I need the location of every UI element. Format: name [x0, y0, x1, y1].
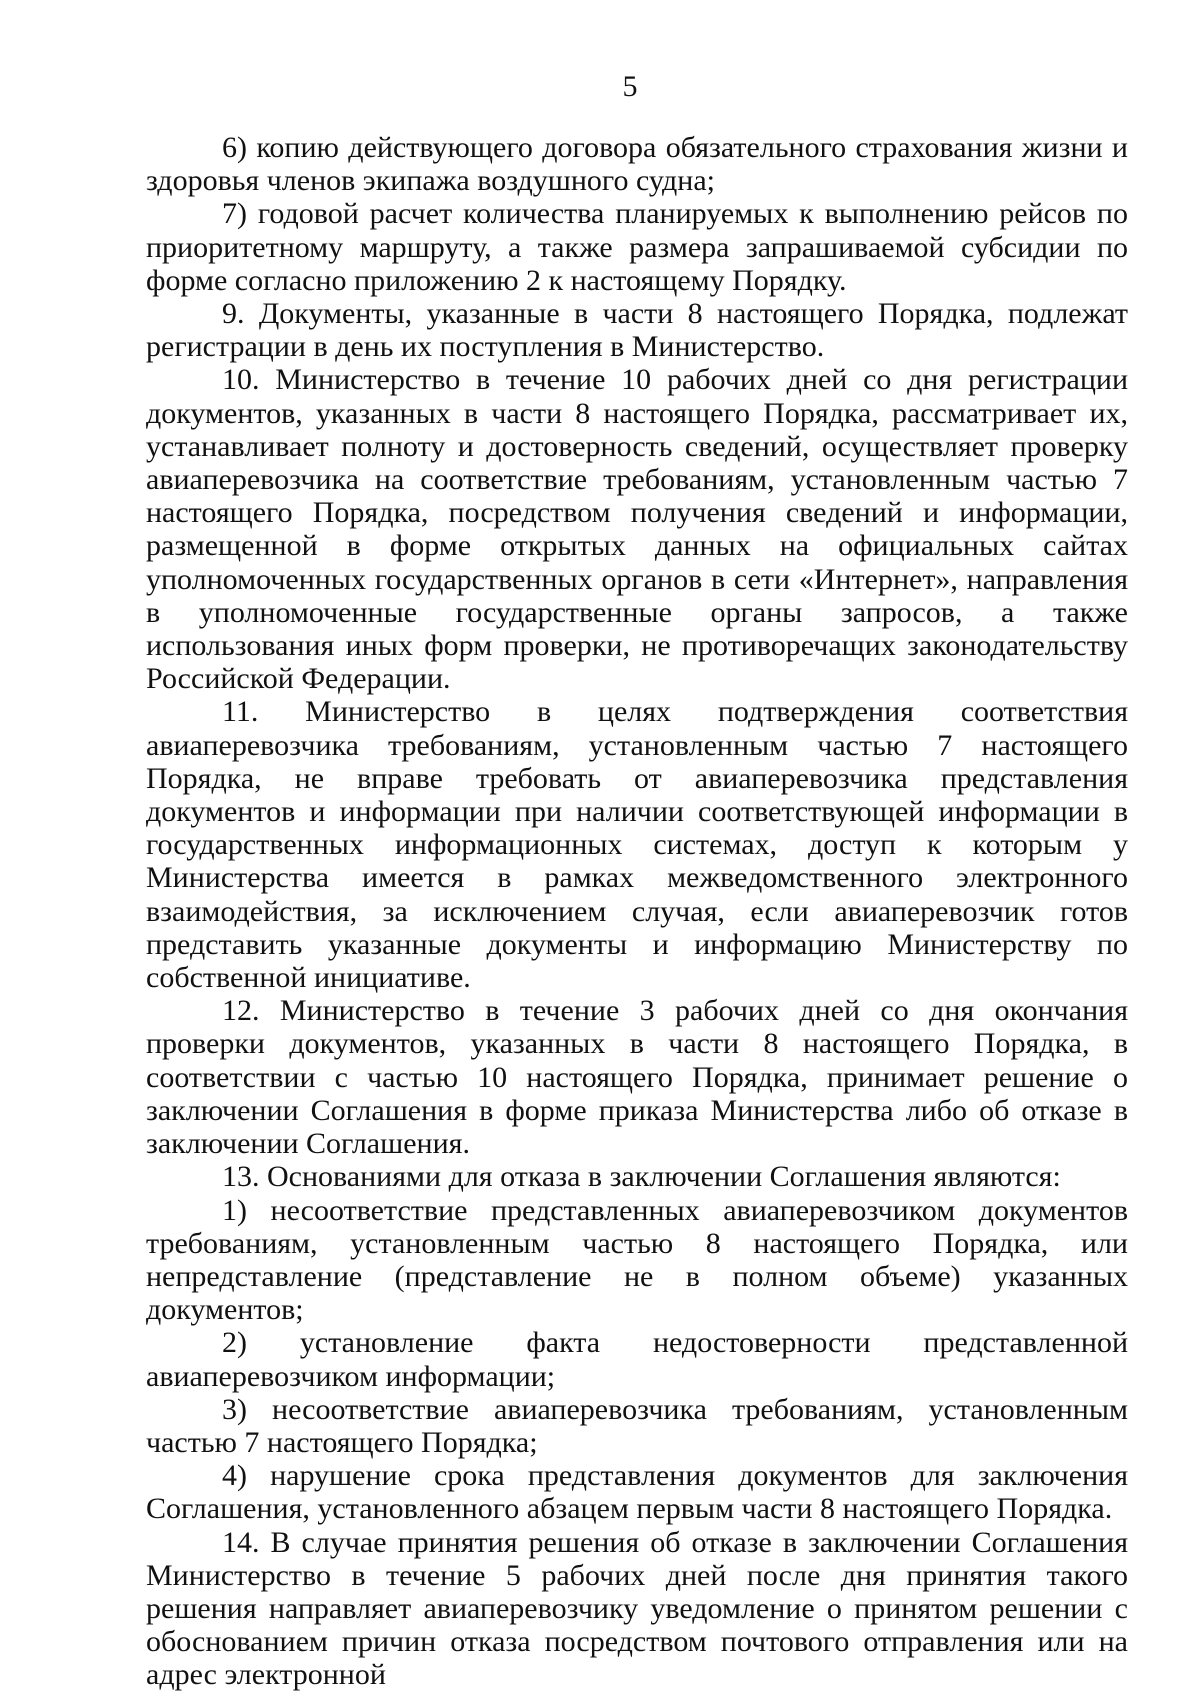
paragraph-clause-10: 10. Министерство в течение 10 рабочих дней со дня регистрации документов, указанных в части 8 настоящего Порядка, рассматривает их, устанавливает полноту и достоверность сведений, осуществляет проверку авиаперевозчика на соответствие требованиям, установленным частью 7 настоящего Порядка, посредством получения сведений и информации, размещенной в форме открытых данных на официальных сайтах уполномоченных государственных органов в сети «Интернет», направления в уполномоченные государственные органы запросов, а также использования иных форм проверки, не противоречащих законодательству Российской Федерации.: [146, 363, 1128, 696]
paragraph-clause-13-item-4: 4) нарушение срока представления документов для заключения Соглашения, установленного абзацем первым части 8 настоящего Порядка.: [146, 1459, 1128, 1526]
paragraph-clause-13-item-2: 2) установление факта недостоверности представленной авиаперевозчиком информации;: [146, 1326, 1128, 1393]
paragraph-clause-13: 13. Основаниями для отказа в заключении Соглашения являются:: [222, 1160, 1061, 1194]
page-number: 5: [622, 70, 638, 103]
paragraph-item-6: 6) копию действующего договора обязательного страхования жизни и здоровья членов экипажа воздушного судна;: [146, 131, 1128, 198]
paragraph-clause-11: 11. Министерство в целях подтверждения соответствия авиаперевозчика требованиям, установленным частью 7 настоящего Порядка, не вправе требовать от авиаперевозчика представления документов и информации при наличии соответствующей информации в государственных информационных системах, доступ к которым у Министерства имеется в рамках межведомственного электронного взаимодействия, за исключением случая, если авиаперевозчик готов представить указанные документы и информацию Министерству по собственной инициативе.: [146, 695, 1128, 995]
paragraph-clause-14: 14. В случае принятия решения об отказе в заключении Соглашения Министерство в течение 5 рабочих дней после дня принятия такого решения направляет авиаперевозчику уведомление о принятом решении с обоснованием причин отказа посредством почтового отправления или на адрес электронной: [146, 1525, 1128, 1692]
paragraph-clause-12: 12. Министерство в течение 3 рабочих дней со дня окончания проверки документов, указанных в части 8 настоящего Порядка, в соответствии с частью 10 настоящего Порядка, принимает решение о заключении Соглашения в форме приказа Министерства либо об отказе в заключении Соглашения.: [146, 994, 1128, 1161]
paragraph-clause-9: 9. Документы, указанные в части 8 настоящего Порядка, подлежат регистрации в день их поступления в Министерство.: [146, 297, 1128, 364]
paragraph-clause-13-item-1: 1) несоответствие представленных авиаперевозчиком документов требованиям, установленным частью 8 настоящего Порядка, или непредставление (представление не в полном объеме) указанных документов;: [146, 1193, 1128, 1327]
document-body: [146, 131, 1128, 1692]
paragraph-clause-13-item-3: 3) несоответствие авиаперевозчика требованиям, установленным частью 7 настоящего Порядка;: [146, 1392, 1128, 1459]
paragraph-item-7: 7) годовой расчет количества планируемых к выполнению рейсов по приоритетному маршруту, а также размера запрашиваемой субсидии по форме согласно приложению 2 к настоящему Порядку.: [146, 197, 1128, 297]
